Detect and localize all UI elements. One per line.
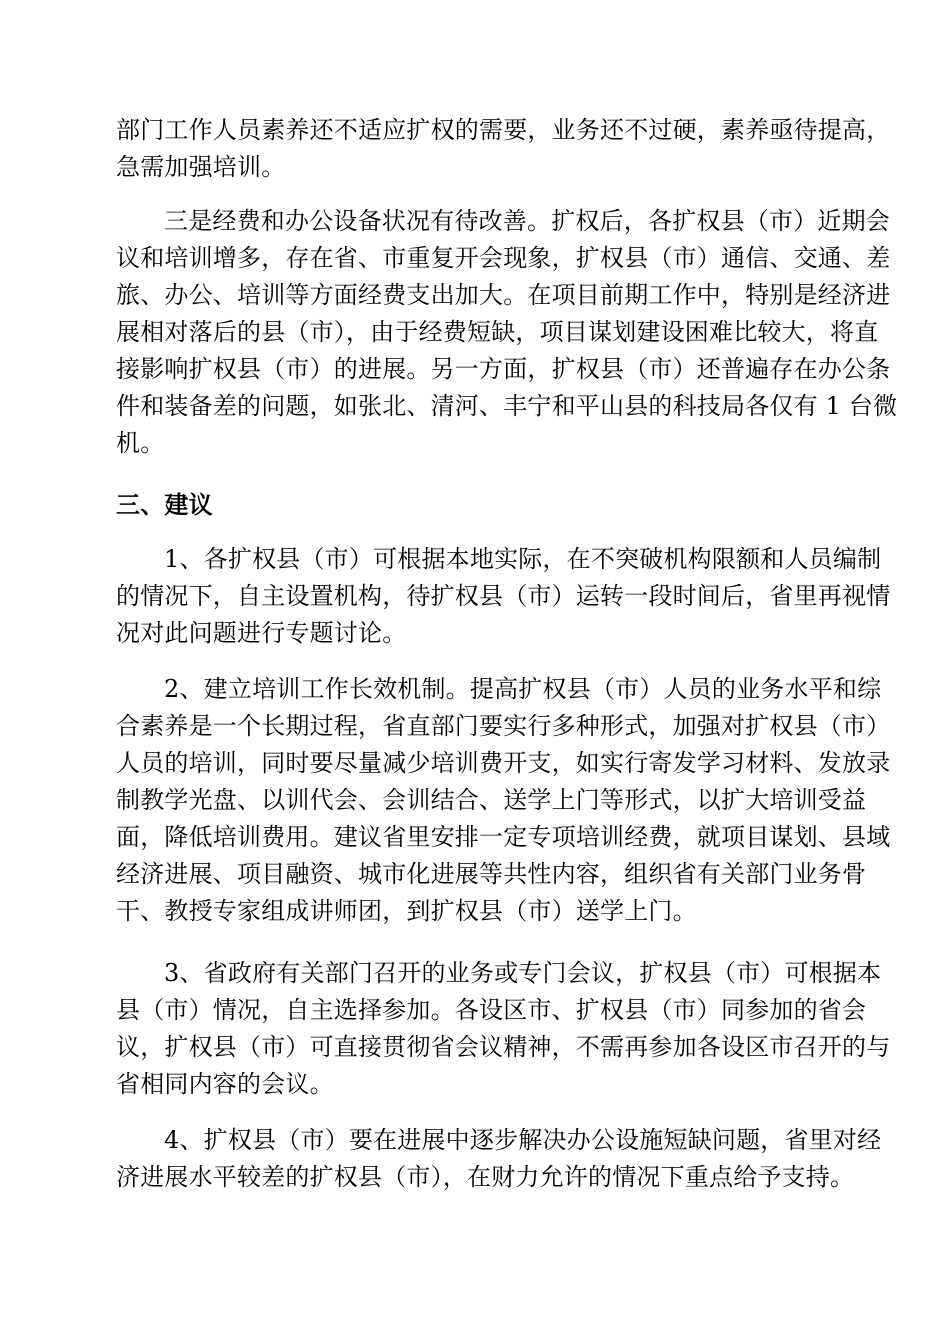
text-line: 况对此问题进行专题讨论。	[116, 619, 407, 647]
text-line: 展相对落后的县（市），由于经费短缺，项目谋划建设困难比较大，将直	[116, 318, 879, 346]
text-line: 人员的培训，同时要尽量减少培训费开支，如实行寄发学习材料、发放录	[116, 749, 891, 777]
text-line: 1、各扩权县（市）可根据本地实际，在不突破机构限额和人员编制	[164, 545, 882, 573]
text-line: 件和装备差的问题，如张北、清河、丰宁和平山县的科技局各仅有 1 台微	[116, 392, 898, 420]
section-heading: 三、建议	[116, 490, 213, 519]
text-line: 县（市）情况，自主选择参加。各设区市、扩权县（市）同参加的省会	[116, 996, 867, 1024]
text-line: 合素养是一个长期过程，省直部门要实行多种形式，加强对扩权县（市）	[116, 712, 891, 740]
text-line: 制教学光盘、以训代会、会训结合、送学上门等形式，以扩大培训受益	[116, 786, 867, 814]
text-line: 接影响扩权县（市）的进展。另一方面，扩权县（市）还普遍存在办公条	[116, 355, 891, 383]
text-line: 三是经费和办公设备状况有待改善。扩权后，各扩权县（市）近期会	[164, 207, 890, 235]
text-line: 议和培训增多，存在省、市重复开会现象，扩权县（市）通信、交通、差	[116, 244, 891, 272]
text-line: 干、教授专家组成讲师团，到扩权县（市）送学上门。	[116, 897, 697, 925]
text-line: 面，降低培训费用。建议省里安排一定专项培训经费，就项目谋划、县域	[116, 823, 891, 851]
text-line: 部门工作人员素养还不适应扩权的需要，业务还不过硬，素养亟待提高，	[116, 116, 891, 144]
text-line: 省相同内容的会议。	[116, 1070, 334, 1098]
text-line: 经济进展、项目融资、城市化进展等共性内容，组织省有关部门业务骨	[116, 860, 867, 888]
text-line: 4、扩权县（市）要在进展中逐步解决办公设施短缺问题，省里对经	[164, 1126, 882, 1154]
text-line: 2、建立培训工作长效机制。提高扩权县（市）人员的业务水平和综	[164, 675, 882, 703]
text-line: 旅、办公、培训等方面经费支出加大。在项目前期工作中，特别是经济进	[116, 281, 891, 309]
text-line: 机。	[116, 429, 165, 457]
text-line: 急需加强培训。	[116, 153, 286, 181]
text-line: 济进展水平较差的扩权县（市），在财力允许的情况下重点给予支持。	[116, 1163, 855, 1191]
text-line: 3、省政府有关部门召开的业务或专门会议，扩权县（市）可根据本	[164, 959, 882, 987]
text-line: 议，扩权县（市）可直接贯彻省会议精神，不需再参加各设区市召开的与	[116, 1033, 891, 1061]
text-line: 的情况下，自主设置机构，待扩权县（市）运转一段时间后，省里再视情	[116, 582, 891, 610]
